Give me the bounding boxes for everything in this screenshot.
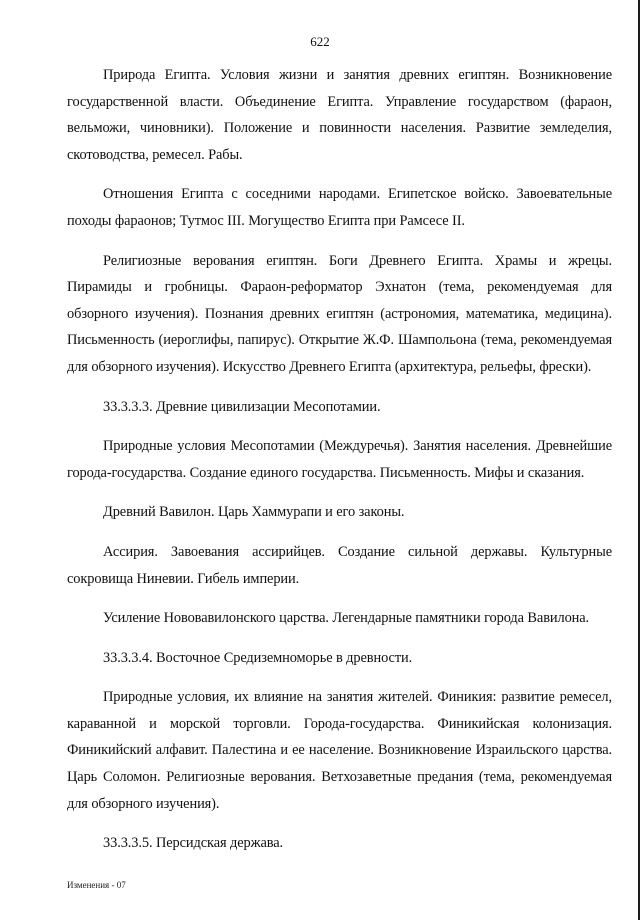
section-heading-mesopotamia: 33.3.3.3. Древние цивилизации Месопотамии.	[103, 398, 381, 415]
page-number: 622	[310, 34, 330, 49]
paragraph-babylon: Древний Вавилон. Царь Хаммурапи и его законы.	[103, 504, 405, 521]
paragraph-neo-babylon: Усиление Нововавилонского царства. Легендарные памятники города Вавилона.	[103, 610, 590, 627]
section-heading-persia: 33.3.3.5. Персидская держава.	[103, 835, 284, 852]
paragraph-egypt-religion: Религиозные верования египтян. Боги Древнего Египта. Храмы и жрецы. Пирамиды и гробницы. Фараон-реформатор Эхнатон (тема, рекомендуемая для обзорного изучения). Познания древних египтян (астрономия, математика, медицина). Письменность (иероглифы, папирус). Открытие Ж.Ф. Шампольона (тема, рекомендуемая для обзорного изучения). Искусство Древнего Египта (архитектура, рельефы, фрески).	[67, 252, 612, 375]
footer-revision-note: Изменения - 07	[67, 880, 126, 890]
paragraph-phoenicia: Природные условия, их влияние на занятия жителей. Финикия: развитие ремесел, караванной и морской торговли. Города-государства. Финикийская колонизация. Финикийский алфавит. Палестина и ее население. Возникновение Израильского царства. Царь Соломон. Религиозные верования. Ветхозаветные предания (тема, рекомендуемая для обзорного изучения).	[67, 689, 612, 812]
paragraph-mesopotamia-nature: Природные условия Месопотамии (Междуречья). Занятия населения. Древнейшие города-государства. Создание единого государства. Письменность. Мифы и сказания.	[67, 438, 612, 481]
paragraph-assyria: Ассирия. Завоевания ассирийцев. Создание сильной державы. Культурные сокровища Ниневии. Гибель империи.	[67, 543, 612, 587]
section-heading-mediterranean: 33.3.3.4. Восточное Средиземноморье в древности.	[103, 649, 413, 666]
paragraph-egypt-relations: Отношения Египта с соседними народами. Египетское войско. Завоевательные походы фараонов; Тутмос III. Могущество Египта при Рамсесе II.	[67, 186, 612, 229]
document-body	[67, 62, 612, 870]
paragraph-egypt-nature: Природа Египта. Условия жизни и занятия древних египтян. Возникновение государственной власти. Объединение Египта. Управление государством (фараон, вельможи, чиновники). Положение и повинности населения. Развитие земледелия, скотоводства, ремесел. Рабы.	[67, 67, 612, 163]
